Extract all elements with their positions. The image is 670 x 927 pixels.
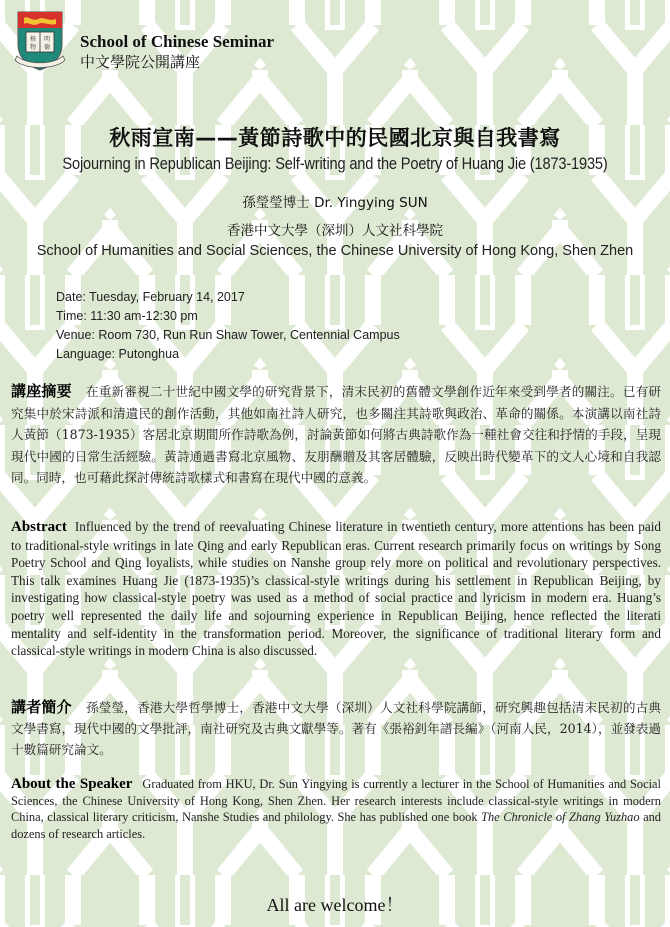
abstract-en	[11, 518, 661, 660]
seminar-title-zh: 中文學院公開講座	[80, 53, 201, 71]
speaker-bio-en	[11, 776, 661, 842]
speaker-bio-zh	[11, 697, 661, 760]
svg-text:格: 格	[29, 36, 37, 43]
event-details	[56, 288, 400, 364]
svg-text:德: 德	[43, 44, 51, 51]
bio-zh-text: 孫瑩瑩，香港大學哲學博士，香港中文大學（深圳）人文社科學院講師，研究興趣包括清末民初的古典文學書寫，現代中國的文學批評，南社研究及古典文獻學等。著有《張裕釗年譜長編》（河南人民，2014），並發表過十數篇研究論文。	[11, 700, 661, 757]
svg-text:明: 明	[43, 36, 51, 43]
seminar-title-en: School of Chinese Seminar	[80, 32, 275, 51]
header	[14, 10, 274, 74]
abstract-zh	[11, 381, 661, 489]
abstract-en-text: Influenced by the trend of reevaluating Chinese literature in twentieth century, more attentions has been paid to traditional-style writings in late Qing and early Republican eras. Current research primarily focus on writings by Song Poetry School and Qing loyalists, while studies on Nanshe group rely more on political and revolutionary perspectives. This talk examines Huang Jie (1873-1935)’s classical-style writings during his settlement in Republican Beijing, by investigating how classical-style poetry was used as a method of social practice and lyricism in modern era. Huang’s poetry well represented the daily life and sojourning experience in Republican Beijing, hence reflected the literati mentality and self-identity in the transformation period. Moreover, the significance of traditional literary form and classical-style writings in modern China is also discussed.	[11, 519, 661, 659]
lecture-title-en: Sojourning in Republican Beijing: Self-writing and the Poetry of Huang Jie (1873-1935)	[62, 154, 608, 173]
bio-en-text-after: and dozens of research articles.	[11, 810, 661, 841]
university-crest-icon	[14, 10, 66, 74]
speaker-institution-en: School of Humanities and Social Sciences, the Chinese University of Hong Kong, Shen Zhen	[36, 243, 634, 259]
event-date: Date: Tuesday, February 14, 2017	[56, 290, 245, 304]
event-time: Time: 11:30 am-12:30 pm	[56, 309, 198, 323]
abstract-zh-label: 講座摘要	[11, 382, 72, 400]
speaker-institution-zh: 香港中文大學（深圳）人文社科學院	[227, 223, 443, 239]
speaker-name: 孫瑩瑩博士 Dr. Yingying SUN	[242, 195, 428, 211]
book-title: The Chronicle of Zhang Yuzhao	[481, 810, 640, 824]
event-venue: Venue: Room 730, Run Run Shaw Tower, Centennial Campus	[56, 328, 400, 342]
event-language: Language: Putonghua	[56, 347, 180, 361]
abstract-en-label: Abstract	[11, 519, 67, 535]
abstract-zh-text: 在重新審視二十世紀中國文學的研究背景下，清末民初的舊體文學創作近年來受到學者的關注。已有研究集中於宋詩派和清遺民的創作活動，其他如南社詩人研究，也多關注其詩歌與政治、革命的關係。本演講以南社詩人黃節（1873-1935）客居北京期間所作詩歌為例，討論黃節如何將古典詩歌作為一種社會交往和抒情的手段，呈現現代中國的日常生活經驗。黃詩通過書寫北京風物、友朋酬贈及其客居體驗，反映出時代變革下的文人心境和自我認同。同時，也可藉此探討傳統詩歌樣式和書寫在現代中國的意義。	[11, 384, 661, 485]
bio-en-label: About the Speaker	[11, 776, 133, 792]
svg-text:物: 物	[29, 44, 37, 51]
lecture-title-zh: 秋雨宣南——黃節詩歌中的民國北京與自我書寫	[109, 126, 561, 150]
bio-zh-label: 講者簡介	[11, 698, 72, 716]
welcome-message: All are welcome！	[266, 895, 404, 915]
bio-en-text-before: Graduated from HKU, Dr. Sun Yingying is currently a lecturer in the School of Humanities and Social Sciences, the Chinese University of Hong Kong, Shen Zhen. Her research interests include classical-style writings in modern China, classical literary criticism, Nanshe Studies and philology. She has published one book	[11, 777, 661, 824]
